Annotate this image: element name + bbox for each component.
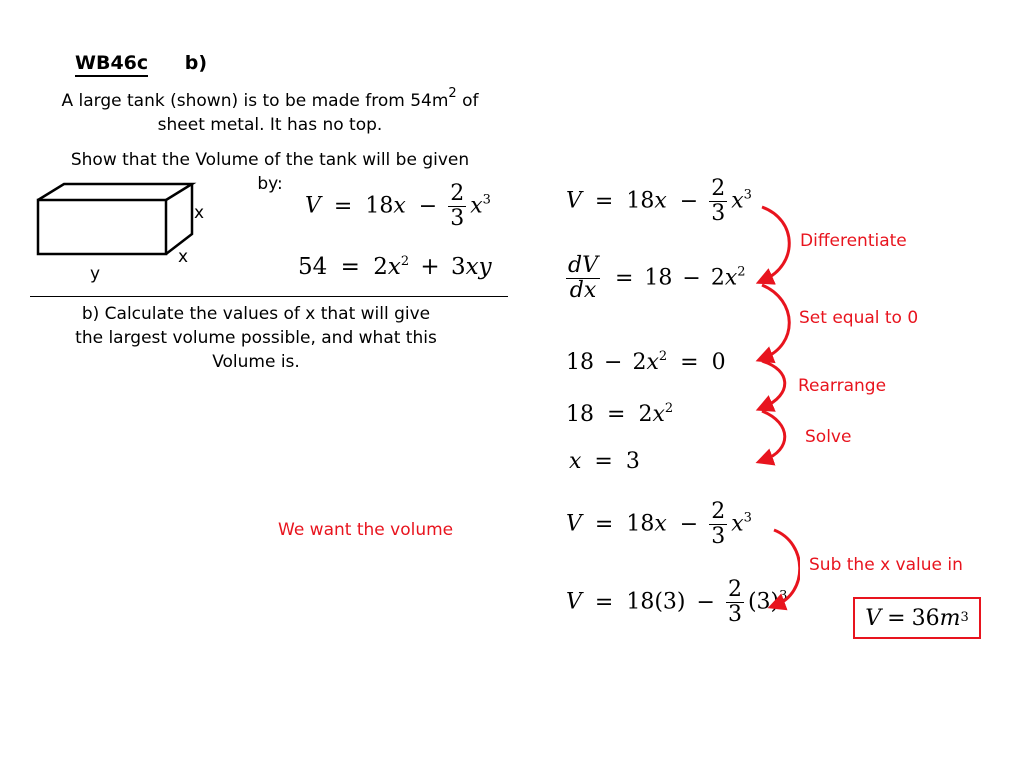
arrow-solve-icon <box>762 411 785 460</box>
eq-power: 3 <box>779 588 788 604</box>
frac-den: 3 <box>727 602 742 627</box>
eq-power: 2 <box>664 401 674 416</box>
tank-side-edge <box>166 184 192 254</box>
problem-line-1: A large tank (shown) is to be made from $54m^2$ of <box>61 86 479 111</box>
eq-term: = <box>594 511 614 537</box>
label-x-height: x <box>194 203 205 223</box>
step-derivative <box>566 254 746 303</box>
eq-term: 18 <box>566 350 594 375</box>
problem-statement <box>30 86 510 137</box>
eq-term: V <box>305 193 321 219</box>
step-volume-equation <box>566 177 752 226</box>
step-arrows <box>740 195 800 615</box>
fraction <box>448 182 466 231</box>
eq-term: 18(3) <box>626 589 686 615</box>
step-solution-x <box>569 449 640 474</box>
arrow-differentiate-icon <box>762 207 789 280</box>
annotation-solve: Solve <box>805 427 852 447</box>
fraction <box>709 500 727 549</box>
arrow-set-equal-icon <box>762 285 789 358</box>
show-line-2: by: <box>257 174 283 194</box>
eq-term: 18 <box>626 188 655 214</box>
frac-den: dx <box>569 278 597 303</box>
label-x-depth: x <box>178 247 189 267</box>
annotation-sub-x: Sub the x value in <box>809 555 963 575</box>
frac-den: 3 <box>711 524 726 549</box>
eq-term: = <box>680 350 699 375</box>
eq-term: 18 <box>644 265 673 291</box>
divider <box>30 296 508 297</box>
eq-term: V <box>566 188 582 214</box>
annotation-set-equal: Set equal to 0 <box>799 308 919 328</box>
eq-term: 2 <box>638 402 653 427</box>
eq-term: − <box>604 350 623 375</box>
title-code: WB46c <box>75 52 148 77</box>
eq-power: 2 <box>400 254 410 269</box>
eq-term: x <box>470 193 483 219</box>
eq-term: − <box>679 188 699 214</box>
fraction <box>709 177 727 226</box>
frac-den: 3 <box>711 201 726 226</box>
step-set-zero <box>566 350 726 375</box>
eq-term: − <box>679 511 699 537</box>
eq-term: x <box>654 511 667 537</box>
eq-term: x <box>731 511 744 537</box>
annotation-want-volume: We want the volume <box>278 520 454 540</box>
eq-term: = <box>594 589 614 615</box>
eq-term: 3 <box>625 449 640 474</box>
title-part: b) <box>184 52 208 74</box>
eq-term: = <box>887 605 906 631</box>
eq-term: V <box>566 511 582 537</box>
eq-term: 2 <box>632 350 647 375</box>
eq-term: 18 <box>626 511 655 537</box>
derivative-fraction <box>566 254 600 303</box>
eq-term: (3) <box>747 589 780 615</box>
frac-num: dV <box>568 253 598 278</box>
eq-term: = <box>340 254 360 280</box>
frac-num: 2 <box>727 577 742 602</box>
eq-term: 18 <box>566 402 594 427</box>
step-volume-again <box>566 500 752 549</box>
eq-term: V <box>865 605 882 631</box>
final-answer-box: V = 36 m 3 <box>853 597 981 639</box>
eq-term: 18 <box>365 193 394 219</box>
question-line-3: Volume is. <box>212 352 300 372</box>
eq-power: 3 <box>743 510 752 526</box>
eq-term: − <box>696 589 715 615</box>
question-line-2: the largest volume possible, and what this <box>75 328 437 348</box>
annotation-differentiate: Differentiate <box>800 231 907 251</box>
eq-term: = <box>333 193 353 219</box>
eq-term: 0 <box>711 350 726 375</box>
step-rearrange <box>566 402 673 427</box>
eq-term: 54 <box>298 254 328 280</box>
eq-power: 3 <box>743 187 752 203</box>
eq-power: 2 <box>737 264 746 280</box>
eq-power: 3 <box>482 192 491 208</box>
eq-term: V <box>566 589 582 615</box>
eq-term: − <box>418 193 438 219</box>
eq-term: x <box>724 265 738 291</box>
question-line-1: b) Calculate the values of x that will give <box>81 304 431 324</box>
given-volume-equation <box>305 182 491 231</box>
eq-term: x <box>393 193 406 219</box>
eq-term: 3 <box>451 254 466 280</box>
eq-term: x <box>731 188 744 214</box>
tank-front-face <box>38 200 166 254</box>
eq-term: = <box>614 265 634 291</box>
tank-top-edge <box>38 184 192 200</box>
eq-term: − <box>682 265 701 291</box>
frac-num: 2 <box>711 176 726 201</box>
eq-term: m <box>939 605 961 631</box>
eq-power: 2 <box>658 349 668 364</box>
eq-term: + <box>420 254 440 280</box>
eq-term: x <box>569 449 582 474</box>
eq-term: xy <box>465 254 492 280</box>
eq-term: x <box>646 350 659 375</box>
eq-term: x <box>654 188 667 214</box>
frac-num: 2 <box>711 499 726 524</box>
page-title <box>75 52 207 74</box>
eq-term: = <box>607 402 626 427</box>
eq-term: = <box>594 449 613 474</box>
eq-term: 36 <box>911 605 940 631</box>
question-text <box>30 302 482 374</box>
annotation-rearrange: Rearrange <box>798 376 887 396</box>
frac-num: 2 <box>450 181 465 206</box>
eq-term: x <box>652 402 665 427</box>
eq-term: = <box>594 188 614 214</box>
problem-line-2: sheet metal. It has no top. <box>157 115 383 135</box>
eq-term: x <box>387 254 401 280</box>
label-y-length: y <box>90 264 101 284</box>
given-area-equation <box>298 254 492 280</box>
eq-term: 2 <box>710 265 725 291</box>
frac-den: 3 <box>450 206 465 231</box>
eq-term: 2 <box>373 254 388 280</box>
arrow-sub-x-icon <box>774 530 800 605</box>
show-line-1: Show that the Volume of the tank will be given <box>70 150 470 170</box>
arrow-rearrange-icon <box>762 361 785 407</box>
